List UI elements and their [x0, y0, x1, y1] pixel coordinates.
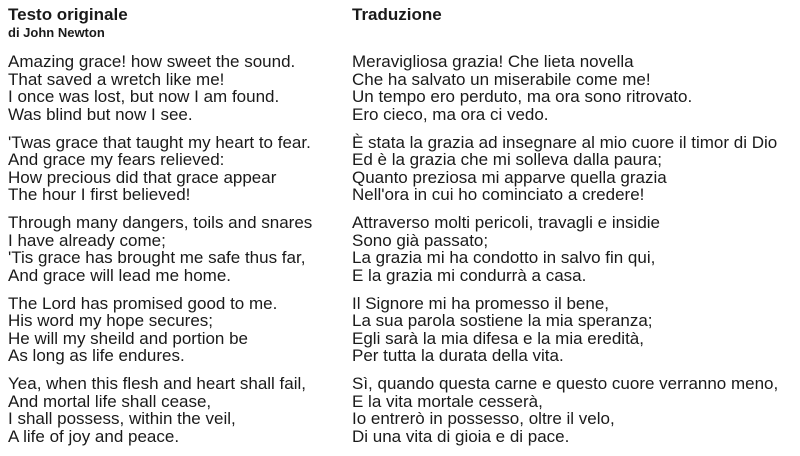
poem-line: And mortal life shall cease, — [8, 391, 212, 411]
stanza — [352, 295, 798, 365]
stanza — [8, 214, 350, 284]
poem-line: Quanto preziosa mi apparve quella grazia — [352, 167, 667, 187]
poem-line: 'Twas grace that taught my heart to fear. — [8, 132, 311, 152]
stanza — [8, 53, 350, 123]
stanza — [352, 375, 798, 445]
poem-line: E la vita mortale cesserà, — [352, 391, 543, 411]
poem-line: And grace will lead me home. — [8, 265, 232, 285]
poem-line: Di una vita di gioia e di pace. — [352, 426, 570, 446]
poem-line: È stata la grazia ad insegnare al mio cuore il timor di Dio — [352, 132, 778, 152]
original-text-stanzas — [8, 53, 350, 445]
poem-line: Meravigliosa grazia! Che lieta novella — [352, 52, 634, 71]
poem-line: A life of joy and peace. — [8, 426, 180, 446]
poem-line: As long as life endures. — [8, 346, 185, 365]
poem-line: Was blind but now I see. — [8, 104, 193, 124]
poem-line: How precious did that grace appear — [8, 167, 277, 187]
stanza — [352, 53, 798, 123]
poem-line: And grace my fears relieved: — [8, 150, 225, 169]
poem-line: Sono già passato; — [352, 230, 489, 250]
poem-line: Yea, when this flesh and heart shall fail, — [8, 374, 307, 393]
poem-line: 'Tis grace has brought me safe thus far, — [8, 248, 306, 267]
poem-line: La sua parola sostiene la mia speranza; — [352, 311, 653, 330]
poem-line: Ero cieco, ma ora ci vedo. — [352, 104, 549, 124]
poem-line: The hour I first believed! — [8, 185, 191, 204]
poem-line: Through many dangers, toils and snares — [8, 213, 313, 232]
stanza — [8, 375, 350, 445]
poem-line: Amazing grace! how sweet the sound. — [8, 52, 296, 71]
original-text-header — [8, 0, 350, 53]
translation-header — [352, 0, 798, 53]
poem-line: Attraverso molti pericoli, travagli e insidie — [352, 213, 661, 232]
poem-line: La grazia mi ha condotto in salvo fin qui, — [352, 248, 656, 267]
translation-stanzas — [352, 53, 798, 445]
poem-line: Per tutta la durata della vita. — [352, 346, 564, 365]
poem-line: Sì, quando questa carne e questo cuore verranno meno, — [352, 374, 779, 393]
translation-title: Traduzione — [352, 5, 442, 24]
original-text-title: Testo originale — [8, 5, 128, 24]
stanza — [8, 295, 350, 365]
poem-line: He will my sheild and portion be — [8, 328, 249, 348]
original-text-column — [8, 0, 350, 456]
poem-line: Che ha salvato un miserabile come me! — [352, 69, 651, 89]
poem-line: Ed è la grazia che mi solleva dalla paura; — [352, 150, 662, 169]
poem-line: Il Signore mi ha promesso il bene, — [352, 293, 610, 313]
poem-line: I once was lost, but now I am found. — [8, 87, 280, 106]
poem-line: His word my hope secures; — [8, 311, 214, 330]
poem-line: E la grazia mi condurrà a casa. — [352, 265, 587, 285]
poem-line: Un tempo ero perduto, ma ora sono ritrovato. — [352, 87, 693, 106]
stanza — [352, 214, 798, 284]
original-text-author: di John Newton — [8, 25, 105, 40]
poem-line: Io entrerò in possesso, oltre il velo, — [352, 409, 615, 428]
poem-line: That saved a wretch like me! — [8, 69, 225, 89]
poem-line: I shall possess, within the veil, — [8, 409, 236, 428]
poem-line: The Lord has promised good to me. — [8, 293, 278, 313]
stanza — [352, 134, 798, 204]
poem-line: Egli sarà la mia difesa e la mia eredità, — [352, 328, 644, 348]
stanza — [8, 134, 350, 204]
translation-column — [352, 0, 798, 456]
poem-line: Nell'ora in cui ho cominciato a credere! — [352, 185, 645, 204]
poem-line: I have already come; — [8, 230, 166, 250]
